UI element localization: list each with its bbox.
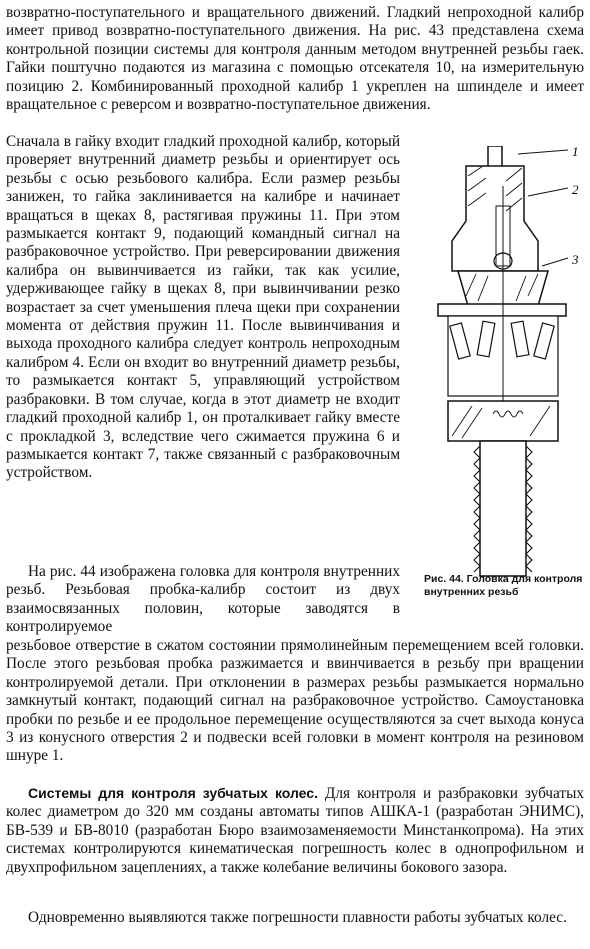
paragraph-fig44-cont: резьбовое отверстие в сжатом состоянии прямолинейным перемещением всей головки. После этого резьбовая пробка разжимается и ввинчивается в резьбу при вращении контролируемой детали. При отклонении в размерах резьбы размыкается нормально замкнутый контакт, подающий сигнал на разбраковочное устройство. Самоустановка пробки по резьбе и ее продольное перемещение осуществляются за счет выхода конуса 3 из конусного отверстия 2 и подвески всей головки в момент контроля на резиновом шнуре 1.	[6, 637, 584, 765]
paragraph-fig44-start: На рис. 44 изображена головка для контроля внутренних резьб. Резьбовая пробка-калибр состоит из двух взаимосвязанных половин, которые заводятся в контролируемое	[6, 563, 400, 636]
section-heading: Системы для контроля зубчатых колес.	[28, 785, 318, 801]
figure-label-3: 3	[572, 252, 579, 267]
figure-label-1: 1	[572, 146, 579, 159]
figure-44-thread-head	[418, 146, 588, 586]
paragraph-nut-control: Сначала в гайку входит гладкий проходной калибр, который проверяет внутренний диаметр резьбы и ориентирует ось резьбы с осью резьбового калибра. Если размер резьбы занижен, то гайка заклинивается на калибре и начинает вращаться в щеках 8, растягивая пружины 11. При этом размыкается контакт 9, подающий командный сигнал на разбраковочное устройство. При реверсировании движения калибра он вывинчивается из гайки, так как усилие, удерживающее гайку в щеках 8, при вывинчивании резко возрастает за счет уменьшения плеча щеки при сохранении момента от действия пружин 11. После вывинчивания и выхода проходного калибра следует контроль непроходным калибром 4. Если он входит во внутренний диаметр резьбы, то размыкается контакт 5, управляющий устройством разбраковки. В том случае, когда в этот диаметр не входит гладкий проходной калибр 1, он проталкивает гайку вместе с прокладкой 3, вследствие чего сжимается пружина 6 и размыкается контакт 7, также связанный с разбраковочным устройством.	[6, 133, 400, 482]
gear-systems-text: Для контроля и разбраковки зубчатых колес диаметром до 320 мм созданы автоматы типов АШКА-1 (разработан ЭНИМС), БВ-539 и БВ-8010 (разработан Бюро взаимозаменяемости Минстанкопрома). На этих системах контролируются кинематическая погрешность колес в однопрофильном и двухпрофильном зацеплениях, а также колебание величины бокового зазора.	[6, 785, 584, 876]
figure-label-2: 2	[572, 182, 579, 197]
paragraph-gear-systems	[6, 784, 584, 877]
paragraph-intro: возвратно-поступательного и вращательного движений. Гладкий непроходной калибр имеет привод возвратно-поступательного движения. На рис. 43 представлена схема контрольной позиции системы для контроля данным методом внутренней резьбы гаек. Гайки поштучно подаются из магазина с помощью отсекателя 10, на измерительную позицию 2. Комбинированный проходной калибр 1 укреплен на шпинделе и имеет вращательное с реверсом и возвратно-поступательное движения.	[6, 4, 584, 114]
figure-44-caption: Рис. 44. Головка для контроля внутренних резьб	[424, 573, 583, 598]
paragraph-smoothness: Одновременно выявляются также погрешности плавности работы зубчатых колес.	[28, 909, 567, 926]
